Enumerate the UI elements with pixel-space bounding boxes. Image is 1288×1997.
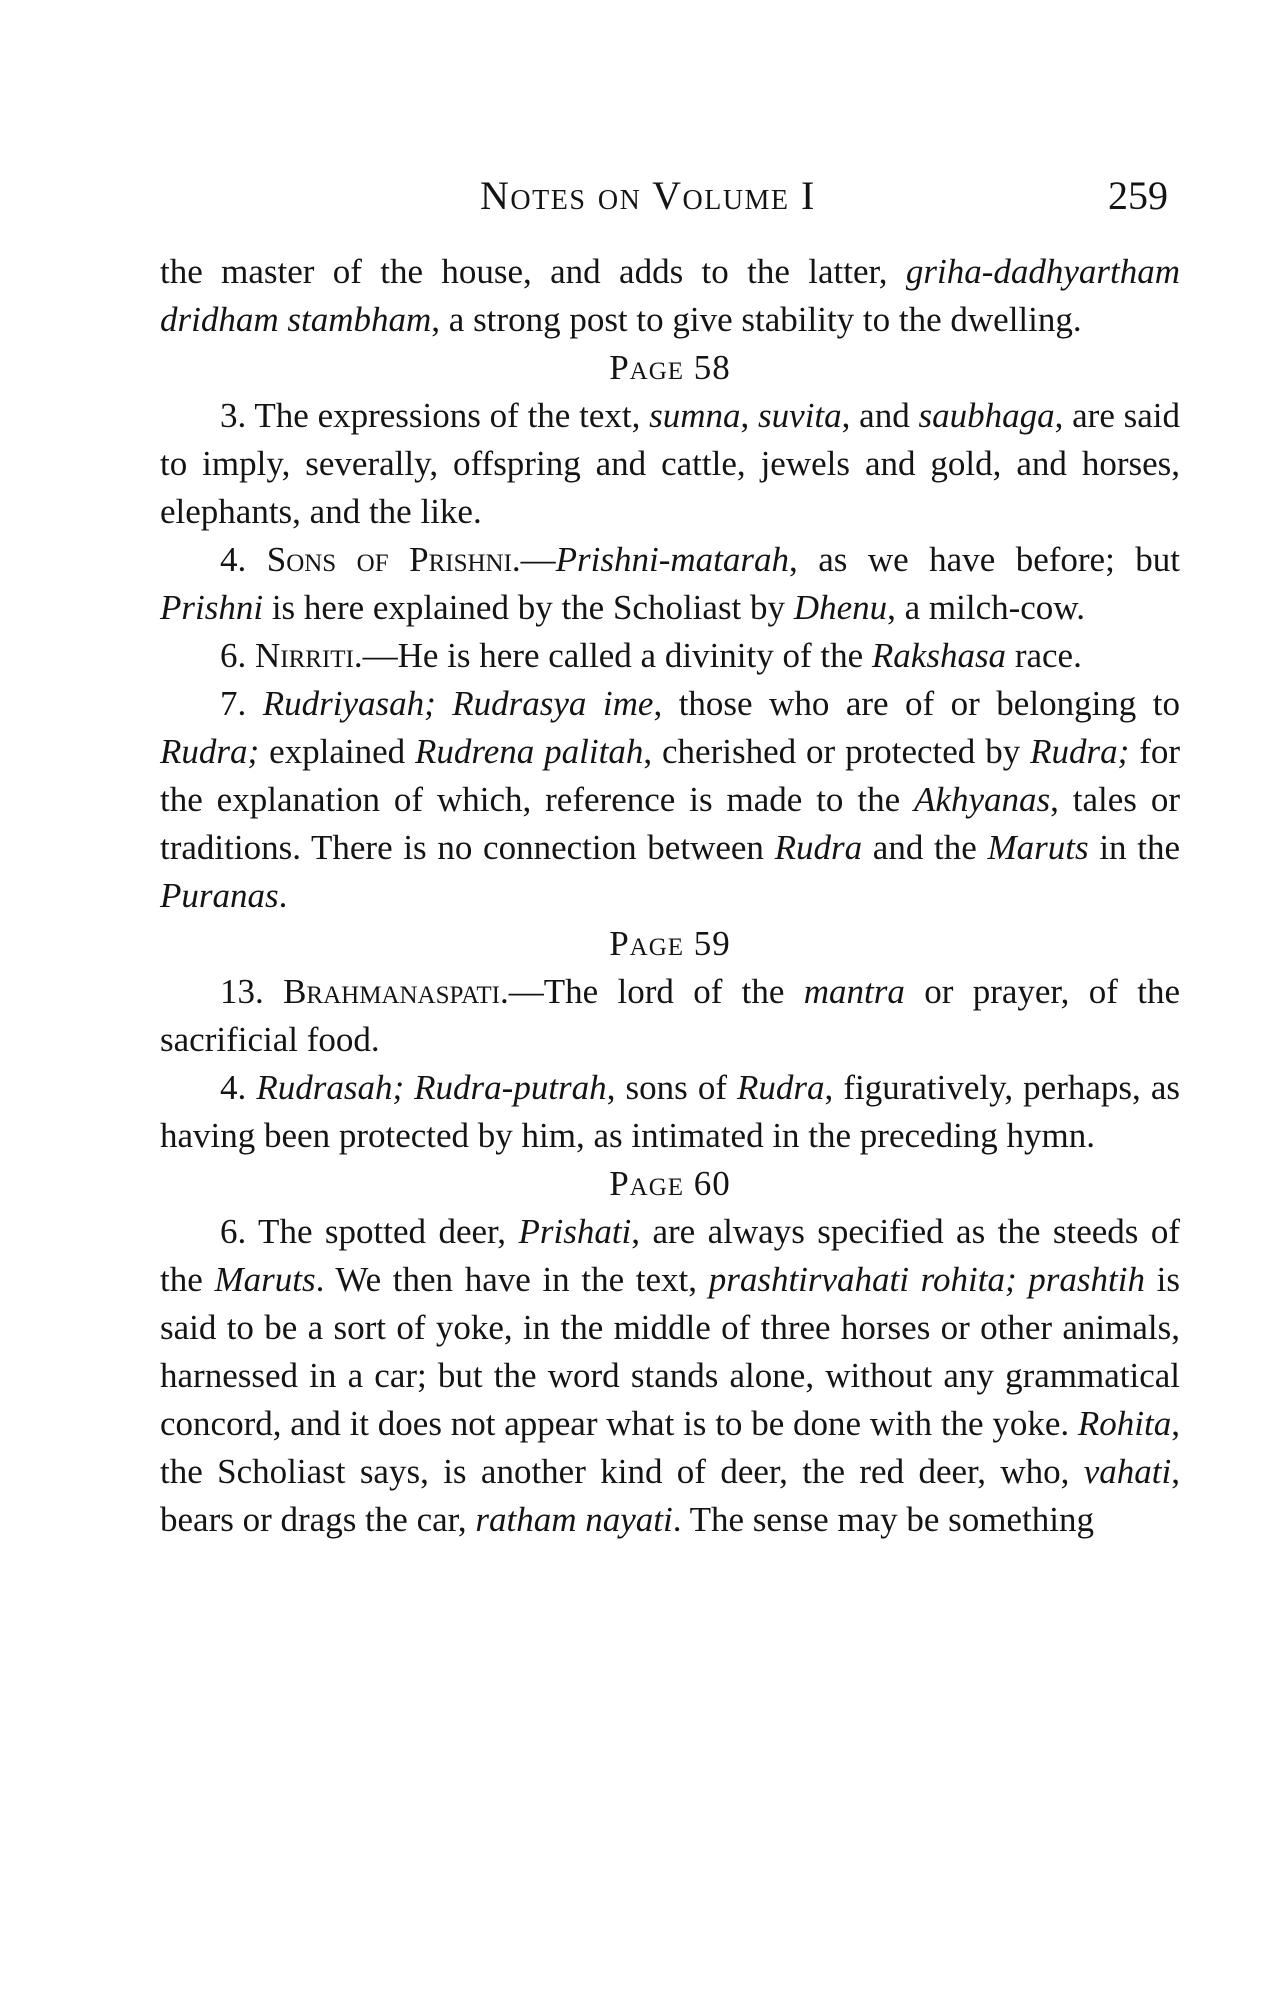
note-paragraph: 13. Brahmanaspati.—The lord of the mantra or prayer, of the sacrificial food. (160, 972, 1180, 1059)
page-number: 259 (1108, 173, 1168, 218)
section-heading: Page 60 (609, 1164, 731, 1203)
note-paragraph: 4. Sons of Prishni.—Prishni-matarah, as we have before; but Prishni is here explained by the Scholiast by Dhenu, a milch-cow. (160, 540, 1180, 627)
note-paragraph: 6. Nirriti.—He is here called a divinity of the Rakshasa race. (220, 636, 1082, 675)
continuation-paragraph: the master of the house, and adds to the latter, griha-dadhyartham dridham stambham, a strong post to give stability to the dwelling. (160, 252, 1180, 339)
note-paragraph: 6. The spotted deer, Prishati, are always specified as the steeds of the Maruts. We then have in the text, prashtirvahati rohita; prashtih is said to be a sort of yoke, in the middle of three horses or other animals, harnessed in a car; but the word stands alone, without any grammatical concord, and it does not appear what is to be done with the yoke. Rohita, the Scholiast says, is another kind of deer, the red deer, who, vahati, bears or drags the car, ratham nayati. The sense may be something (160, 1212, 1180, 1539)
section-heading: Page 59 (609, 924, 731, 963)
running-title: Notes on Volume I (480, 173, 816, 218)
page-body (160, 248, 1180, 1544)
running-header (480, 172, 1180, 232)
note-paragraph: 3. The expressions of the text, sumna, suvita, and saubhaga, are said to imply, severally, offspring and cattle, jewels and gold, and horses, elephants, and the like. (160, 396, 1181, 531)
section-heading: Page 58 (609, 348, 731, 387)
note-paragraph: 7. Rudriyasah; Rudrasya ime, those who are of or belonging to Rudra; explained Rudrena palitah, cherished or protected by Rudra; for the explanation of which, reference is made to the Akhyanas, tales or traditions. There is no connection between Rudra and the Maruts in the Puranas. (160, 684, 1181, 915)
note-paragraph: 4. Rudrasah; Rudra-putrah, sons of Rudra, figuratively, perhaps, as having been protected by him, as intimated in the preceding hymn. (160, 1068, 1181, 1155)
